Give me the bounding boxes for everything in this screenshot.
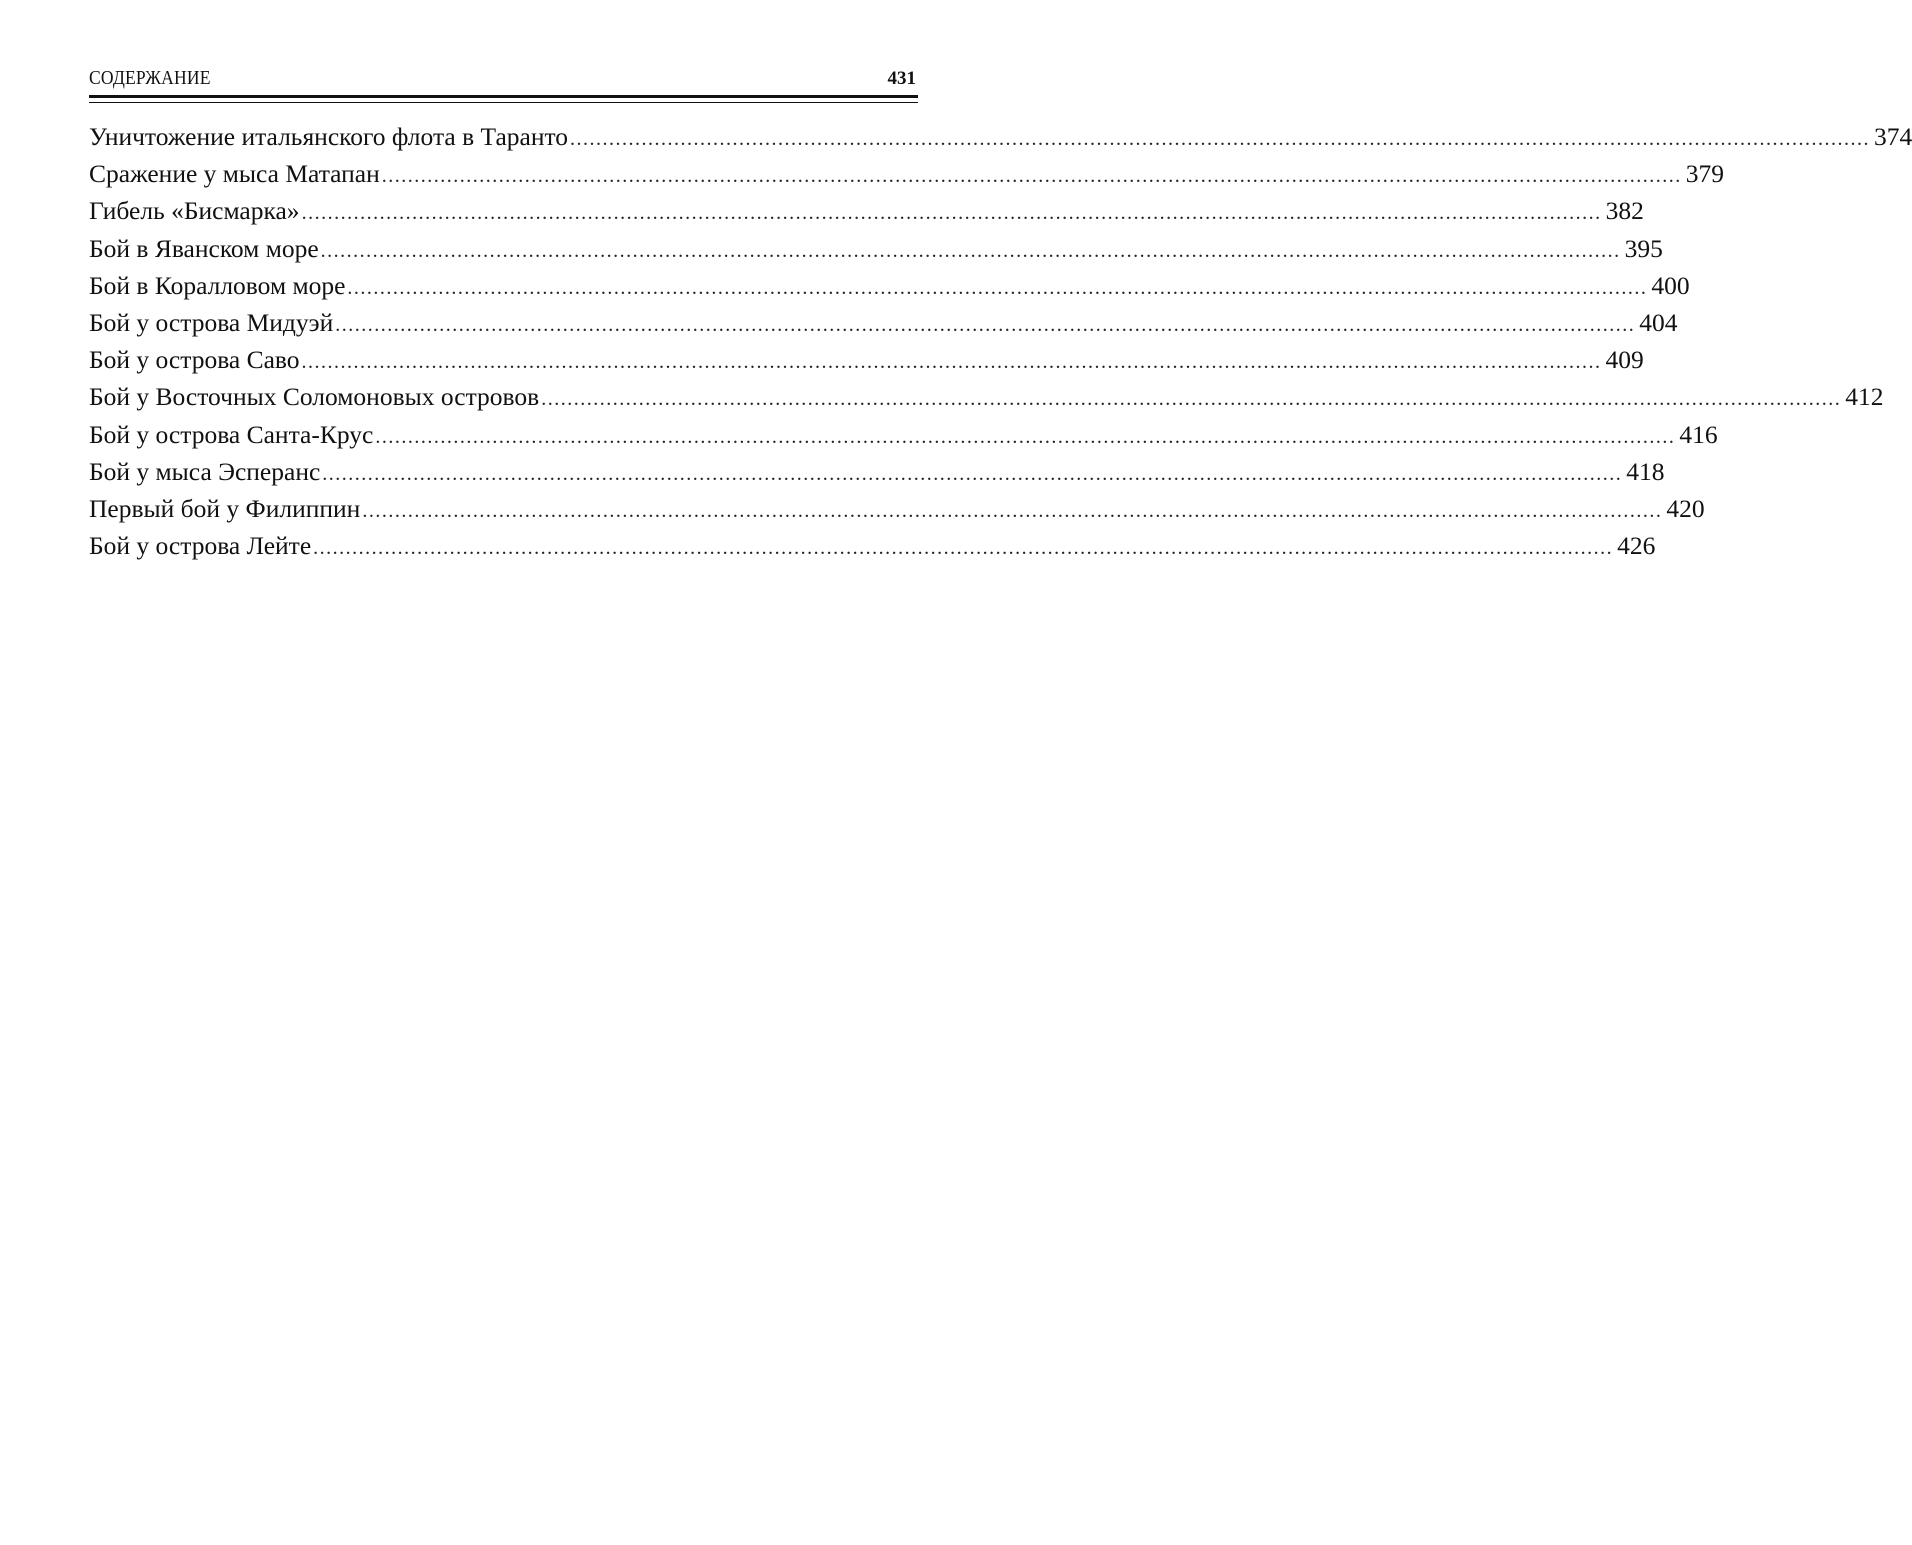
dot-leader: ........................................................................................................................................................................................................: [301, 202, 1602, 225]
dot-leader: ........................................................................................................................................................................................................: [322, 462, 1623, 485]
dot-leader: ........................................................................................................................................................................................................: [347, 276, 1648, 299]
dot-leader: ........................................................................................................................................................................................................: [570, 128, 1871, 150]
header-rule-thin: [89, 102, 918, 103]
toc-entry-title: Бой у мыса Эсперанс: [89, 456, 321, 486]
toc-entry-title: Бой у острова Санта-Крус: [89, 419, 374, 449]
dot-leader: ........................................................................................................................................................................................................: [362, 499, 1663, 522]
toc-entry-title: Первый бой у Филиппин: [89, 493, 361, 523]
toc-entry-page: 382: [1605, 196, 1644, 226]
dot-leader: ........................................................................................................................................................................................................: [375, 425, 1676, 448]
toc-entry: [89, 304, 1678, 341]
toc-entry-page: 395: [1624, 233, 1663, 263]
section-title: СОДЕРЖАНИЕ: [89, 68, 211, 89]
toc-entry: [89, 118, 1912, 155]
dot-leader: ........................................................................................................................................................................................................: [313, 537, 1614, 560]
toc-entry: [89, 192, 1644, 229]
toc-entry-title: Бой у острова Саво: [89, 345, 300, 375]
page-number: 431: [887, 68, 916, 89]
toc-entry-title: Бой у острова Мидуэй: [89, 307, 334, 337]
running-header: [89, 66, 918, 96]
toc-entry-page: 379: [1685, 159, 1725, 189]
dot-leader: ........................................................................................................................................................................................................: [335, 313, 1636, 336]
toc-entry-page: 426: [1617, 531, 1656, 561]
toc-entry-page: 412: [1845, 382, 1884, 412]
toc-entry: [89, 416, 1718, 453]
toc-entry-title: Сражение у мыса Матапан: [89, 159, 380, 189]
toc-entry-title: Бой у острова Лейте: [89, 531, 312, 561]
toc-entry-title: Бой у Восточных Соломоновых островов: [89, 382, 540, 412]
toc-entry-page: 374: [1874, 122, 1912, 151]
dot-leader: ........................................................................................................................................................................................................: [541, 388, 1842, 411]
toc-entry: [89, 527, 1656, 564]
toc-entry: [89, 341, 1644, 378]
toc-entry-page: 418: [1626, 456, 1665, 486]
table-of-contents: [89, 118, 1912, 564]
toc-entry-title: Уничтожение итальянского флота в Таранто: [89, 122, 569, 151]
toc-entry-page: 416: [1679, 419, 1718, 449]
toc-entry: [89, 230, 1663, 267]
toc-entry: [89, 155, 1725, 192]
toc-entry-page: 409: [1605, 345, 1644, 375]
toc-entry-title: Гибель «Бисмарка»: [89, 196, 300, 226]
toc-entry-page: 420: [1666, 493, 1705, 523]
dot-leader: ........................................................................................................................................................................................................: [301, 351, 1602, 374]
toc-entry-title: Бой в Коралловом море: [89, 270, 346, 300]
toc-entry-page: 404: [1639, 307, 1678, 337]
toc-entry-page: 400: [1651, 270, 1690, 300]
header-rule-thick: [89, 95, 918, 98]
toc-entry-title: Бой в Яванском море: [89, 233, 319, 263]
dot-leader: ........................................................................................................................................................................................................: [381, 165, 1682, 188]
toc-entry: [89, 453, 1665, 490]
dot-leader: ........................................................................................................................................................................................................: [320, 239, 1621, 262]
toc-entry: [89, 267, 1690, 304]
toc-entry: [89, 490, 1705, 527]
toc-entry: [89, 378, 1884, 415]
